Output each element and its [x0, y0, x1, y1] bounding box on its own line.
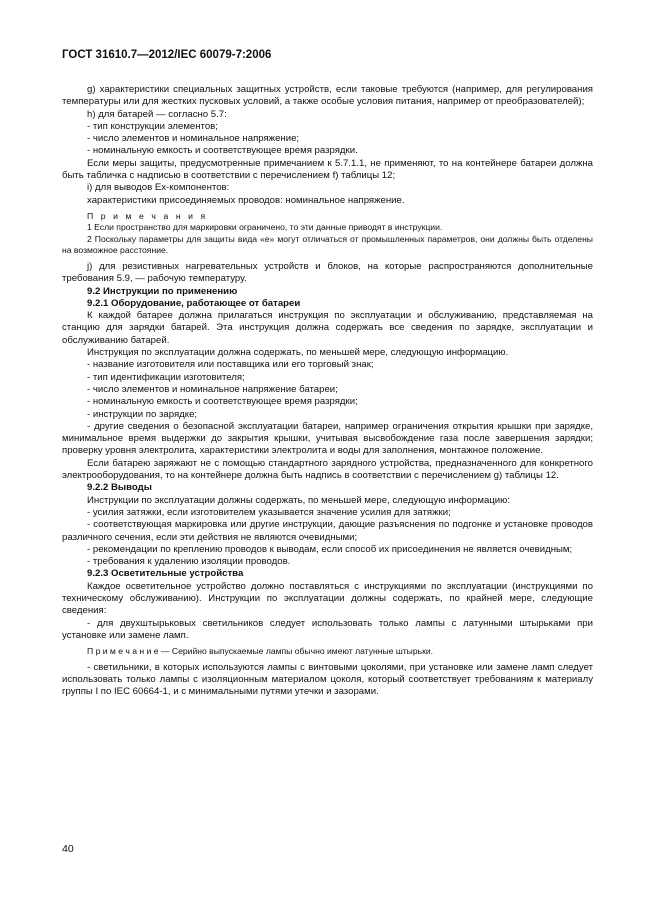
paragraph: i) для выводов Ex-компонентов: [87, 182, 230, 194]
notes-title: П р и м е ч а н и я [87, 210, 208, 221]
list-item: - другие сведения о безопасной эксплуатации батареи, например ограничения открытия крышки при зарядке, минимальное время выдержки до закрытия крышки, учитывая высвобождение газа после завершения зарядки; проверку уровня электролита, характеристики электролита и воды для заполнения, монтажное положение. [62, 420, 593, 457]
list-item: - для двухштырьковых светильников следует использовать только лампы с латунными штырьками при установке или замене ламп. [62, 617, 593, 641]
list-item: - номинальную емкость и соответствующее время разрядки. [87, 145, 358, 157]
paragraph: Каждое осветительное устройство должно поставляться с инструкциями по эксплуатации (инструкциями по техническому обслуживанию). Инструкции по эксплуатации должны содержать, по крайней мере, следующие сведения: [62, 580, 593, 617]
paragraph: h) для батарей — согласно 5.7: [87, 108, 227, 120]
subsection-heading: 9.2.2 Выводы [87, 482, 152, 494]
list-item: - усилия затяжки, если изготовителем указывается значение усилия для затяжки; [87, 506, 451, 518]
subsection-heading: 9.2.3 Осветительные устройства [87, 568, 244, 580]
paragraph: Инструкции по эксплуатации должны содержать, по меньшей мере, следующую информацию: [87, 494, 510, 506]
list-item: - число элементов и номинальное напряжение батареи; [87, 383, 338, 395]
note-item: 1 Если пространство для маркировки ограничено, то эти данные приводят в инструкции. [87, 222, 443, 233]
list-item: - требования к удалению изоляции проводов. [87, 556, 291, 568]
paragraph: К каждой батарее должна прилагаться инструкция по эксплуатации и обслуживанию, представляемая на станцию для зарядки батарей. Эта инструкция должна содержать все сведения по зарядке, эксплуатации и обслуживанию батарей. [62, 310, 593, 346]
document-header: ГОСТ 31610.7—2012/IEC 60079-7:2006 [62, 49, 272, 61]
paragraph: характеристики присоединяемых проводов: номинальное напряжение. [87, 194, 405, 206]
list-item: - тип конструкции элементов; [87, 120, 218, 132]
list-item: - тип идентификации изготовителя; [87, 371, 245, 383]
paragraph: Если меры защиты, предусмотренные примечанием к 5.7.1.1, не применяют, то на контейнере батареи должна быть табличка с надписью в соответствии с перечислением f) таблицы 12; [62, 157, 593, 182]
page-number: 40 [62, 843, 74, 855]
paragraph: j) для резистивных нагревательных устройств и блоков, на которые распространяются дополнительные требования 5.9, — рабочую температуру. [62, 260, 593, 285]
note-item: П р и м е ч а н и е — Серийно выпускаемые лампы обычно имеют латунные штырьки. [87, 646, 434, 657]
paragraph: Инструкция по эксплуатации должна содержать, по меньшей мере, следующую информацию. [87, 347, 509, 359]
list-item: - название изготовителя или поставщика или его торговый знак; [87, 359, 374, 371]
subsection-heading: 9.2.1 Оборудование, работающее от батареи [87, 297, 301, 309]
section-heading: 9.2 Инструкции по применению [87, 285, 238, 297]
paragraph: g) характеристики специальных защитных устройств, если таковые требуются (например, для регулирования температуры или для жестких пусковых условий, а также особые условия питания, например от преобразователей); [62, 84, 593, 108]
list-item: - соответствующая маркировка или другие инструкции, дающие разъяснения по подгонке и установке проводов различного сечения, если эти действия не являются очевидными; [62, 519, 593, 543]
list-item: - номинальную емкость и соответствующее время разрядки; [87, 396, 358, 408]
document-body [62, 84, 593, 699]
list-item: - светильники, в которых используются лампы с винтовыми цоколями, при установке или замене ламп следует использовать только лампы с изоляционным материалом цоколя, который соответствует требованиям к материалу группы I по IEC 60664-1, и с минимальными путями утечки и зазорами. [62, 661, 593, 698]
list-item: - число элементов и номинальное напряжение; [87, 133, 300, 145]
list-item: - инструкции по зарядке; [87, 408, 198, 420]
list-item: - рекомендации по креплению проводов к выводам, если способ их присоединения не является очевидным; [87, 543, 573, 555]
note-item: 2 Поскольку параметры для защиты вида «е» могут отличаться от промышленных параметров, они должны быть отделены на возможное расстояние. [62, 233, 593, 256]
paragraph: Если батарею заряжают не с помощью стандартного зарядного устройства, предназначенного для конкретного электрооборудования, то на контейнере должна быть надпись в соответствии с перечислением g) таблицы 12. [62, 457, 593, 482]
